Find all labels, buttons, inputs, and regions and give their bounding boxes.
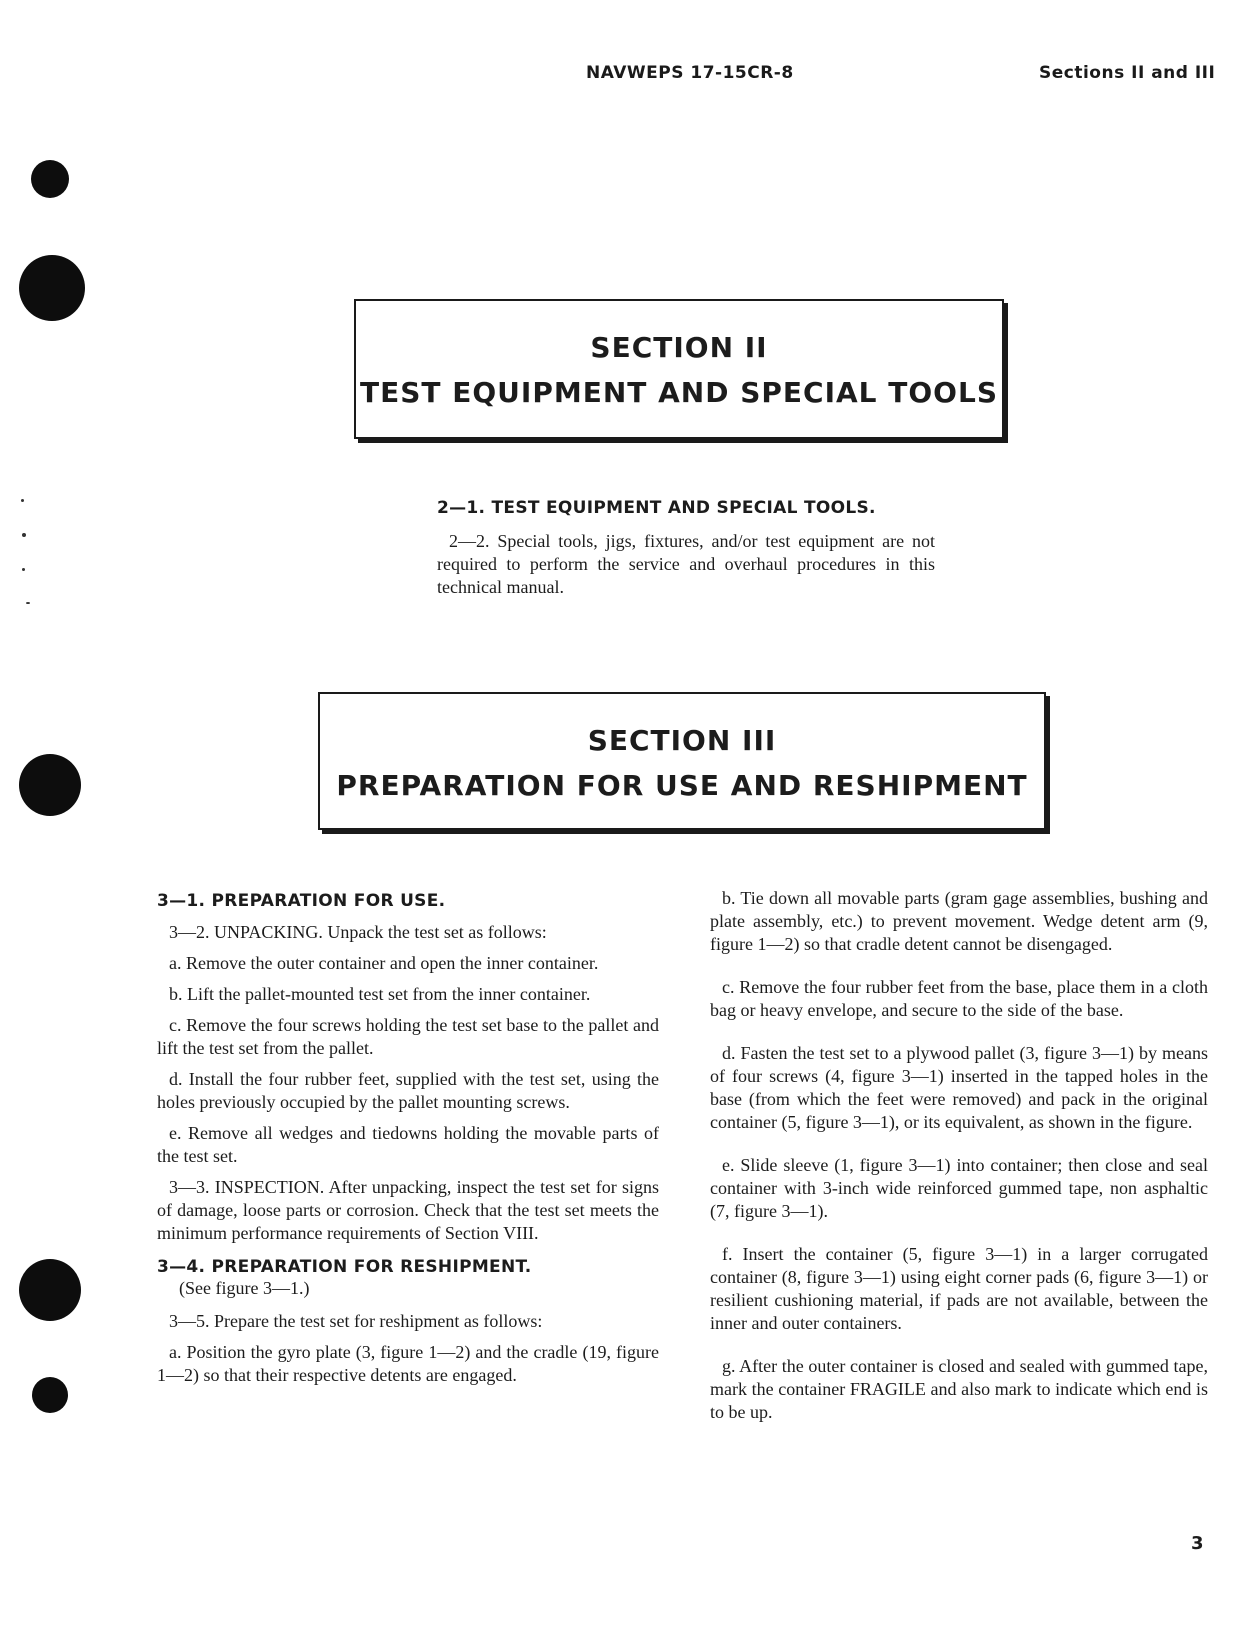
scan-speck [21, 499, 24, 502]
list-item-e-reshipment: e. Slide sleeve (1, figure 3—1) into container; then close and seal container with 3-inch wide reinforced gummed tape, non asphaltic (7, figure 3—1). [710, 1155, 1208, 1221]
left-column [157, 891, 659, 1395]
section-iii-title-box [318, 692, 1046, 830]
heading-3-4-subtitle: (See figure 3—1.) [179, 1278, 310, 1298]
heading-3-4: 3—4. PREPARATION FOR RESHIPMENT. [157, 1257, 532, 1277]
list-item-e: e. Remove all wedges and tiedowns holding the movable parts of the test set. [157, 1123, 659, 1166]
list-item-c: c. Remove the four screws holding the test set base to the pallet and lift the test set from the pallet. [157, 1015, 659, 1058]
list-item-a: a. Remove the outer container and open the inner container. [169, 953, 599, 973]
paragraph-3-5: 3—5. Prepare the test set for reshipment as follows: [169, 1311, 543, 1331]
list-item-c-reshipment: c. Remove the four rubber feet from the base, place them in a cloth bag or heavy envelope, and secure to the side of the base. [710, 977, 1208, 1020]
list-item-b: b. Lift the pallet-mounted test set from the inner container. [169, 984, 591, 1004]
scan-speck [22, 568, 25, 571]
binder-hole [19, 754, 81, 816]
paragraph-3-2: 3—2. UNPACKING. Unpack the test set as follows: [169, 922, 547, 942]
document-number: NAVWEPS 17-15CR-8 [586, 63, 794, 83]
section-ii-title: SECTION II [590, 331, 768, 364]
section-range: Sections II and III [1039, 63, 1216, 83]
binder-hole [19, 255, 85, 321]
list-item-f-reshipment: f. Insert the container (5, figure 3—1) in a larger corrugated container (8, figure 3—1) using eight corner pads (6, figure 3—1) or resilient cushioning material, if pads are not available, between the inner and outer containers. [710, 1244, 1208, 1333]
scan-speck [22, 533, 26, 537]
list-item-d: d. Install the four rubber feet, supplied with the test set, using the holes previously occupied by the pallet mounting screws. [157, 1069, 659, 1112]
list-item-g-reshipment: g. After the outer container is closed and sealed with gummed tape, mark the container FRAGILE and also mark to indicate which end is to be up. [710, 1356, 1208, 1422]
paragraph-2-2: 2—2. Special tools, jigs, fixtures, and/or test equipment are not required to perform the service and overhaul procedures in this technical manual. [437, 531, 935, 597]
heading-3-1: 3—1. PREPARATION FOR USE. [157, 891, 446, 911]
list-item-b-reshipment: b. Tie down all movable parts (gram gage assemblies, bushing and plate assembly, etc.) to prevent movement. Wedge detent arm (9, figure 1—2) so that cradle detent cannot be disengaged. [710, 888, 1208, 954]
section-ii-content [437, 498, 935, 599]
section-iii-title: SECTION III [587, 724, 777, 757]
section-ii-title-box [354, 299, 1004, 439]
section-iii-subtitle: PREPARATION FOR USE AND RESHIPMENT [336, 769, 1028, 802]
scan-speck [26, 602, 30, 604]
right-column [710, 887, 1208, 1432]
section-ii-subtitle: TEST EQUIPMENT AND SPECIAL TOOLS [360, 376, 998, 409]
binder-hole [31, 160, 69, 198]
page-number: 3 [1191, 1533, 1204, 1554]
paragraph-3-3: 3—3. INSPECTION. After unpacking, inspect the test set for signs of damage, loose parts or corrosion. Check that the test set meets the minimum performance requirements of Section VIII. [157, 1177, 659, 1243]
binder-hole [19, 1259, 81, 1321]
binder-hole [32, 1377, 68, 1413]
heading-2-1: 2—1. TEST EQUIPMENT AND SPECIAL TOOLS. [437, 498, 876, 518]
list-item-d-reshipment: d. Fasten the test set to a plywood pallet (3, figure 3—1) by means of four screws (4, figure 3—1) inserted in the tapped holes in the base (from which the feet were removed) and pack in the original container (5, figure 3—1), or its equivalent, as shown in the figure. [710, 1043, 1208, 1132]
list-item-a-reshipment: a. Position the gyro plate (3, figure 1—2) and the cradle (19, figure 1—2) so that their respective detents are engaged. [157, 1342, 659, 1385]
